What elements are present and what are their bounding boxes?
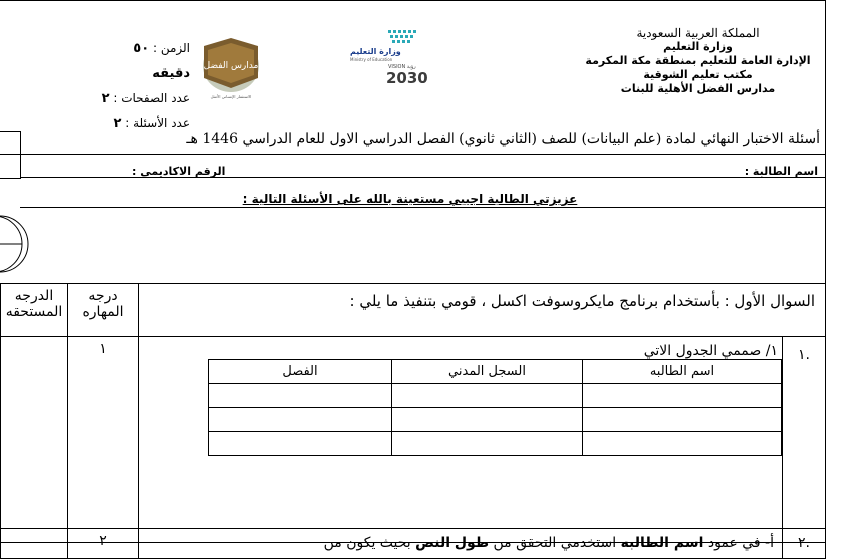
- title-underline: [20, 154, 826, 155]
- header-ministry-block: [578, 26, 818, 96]
- questions-label: عدد الأسئلة :: [125, 116, 190, 130]
- task-bold-2: طول النص: [415, 535, 490, 551]
- moe-logo-en: Ministry of Education: [350, 57, 393, 62]
- task-text-a: في عمود: [707, 535, 761, 551]
- sample-col-class: الفصل: [209, 360, 392, 384]
- instruction-text: [210, 192, 610, 206]
- earned-grade-header: الدرجه المستحقه: [1, 284, 68, 337]
- sample-row: [209, 432, 782, 456]
- region-name: الإدارة العامة للتعليم بمنطقة مكة المكرمة: [585, 54, 811, 67]
- sample-table: [208, 359, 782, 456]
- instruction-bold: عزيزتي الطالبة اجيبي مستعينة بالله على الأسئلة التالية :: [242, 192, 578, 206]
- moe-vision-logo: [348, 28, 438, 90]
- task-prefix: أ-: [765, 535, 774, 551]
- task-text: ١/ صممي الجدول الاتي: [643, 343, 778, 359]
- row-number: .٢: [783, 529, 826, 559]
- pages-line: [100, 86, 190, 111]
- skill-grade-value: ٢: [68, 529, 139, 559]
- pages-value: ٢: [101, 91, 110, 106]
- kingdom-name: المملكة العربية السعودية: [636, 26, 760, 40]
- task-text-c: بحيث يكون من: [323, 535, 411, 551]
- time-value: ٥٠ دقيقه: [133, 41, 190, 81]
- task-text-b: استخدمي التحقق من: [493, 535, 617, 551]
- school-name: مدارس الفضل الأهلية للبنات: [620, 82, 776, 95]
- ministry-name: وزارة التعليم: [663, 40, 733, 53]
- questions-value: ٢: [113, 116, 122, 131]
- sample-col-student: اسم الطالبه: [583, 360, 782, 384]
- time-label: الزمن :: [152, 41, 190, 55]
- skill-grade-value: ١: [68, 337, 139, 529]
- skill-grade-header: درجه المهاره: [68, 284, 139, 337]
- sample-row: [209, 384, 782, 408]
- q1-heading: السوال الأول : بأستخدام برنامج مايكروسوفت اكسل ، قومي بتنفيذ ما يلي :: [139, 284, 826, 337]
- student-name-label: اسم الطالبة :: [744, 165, 818, 178]
- exam-title: أسئلة الاختبار النهائي لمادة (علم البيانات) للصف (الثاني ثانوي) الفصل الدراسي الاول للعام الدراسي 1446 هـ: [186, 131, 820, 147]
- office-name: مكتب تعليم الشوقية: [643, 68, 753, 81]
- instruction-line: [20, 207, 826, 208]
- earned-grade-cell: [1, 337, 68, 529]
- grade-box-top: [0, 131, 21, 179]
- school-logo: [190, 28, 272, 100]
- grade-box-divider: [0, 154, 20, 155]
- earned-grade-cell: [1, 529, 68, 559]
- moe-logo-text: وزارة التعليم: [350, 47, 401, 56]
- name-row-line: [20, 177, 826, 178]
- sample-table-header: [209, 360, 782, 384]
- vision-text: VISION رؤية: [388, 64, 416, 70]
- academic-number-label: الرقم الاكاديمي :: [132, 165, 226, 178]
- pages-label: عدد الصفحات :: [113, 91, 190, 105]
- table-row: [1, 529, 826, 559]
- sample-row: [209, 408, 782, 432]
- sample-col-civil: السجل المدني: [392, 360, 583, 384]
- question-table: [0, 283, 826, 559]
- time-line: [100, 36, 190, 86]
- school-logo-text: مدارس الفضل: [203, 61, 259, 71]
- vision-year: 2030: [386, 69, 428, 87]
- table-row: [1, 337, 826, 529]
- task-bold-1: اسم الطالبه: [620, 535, 704, 551]
- exam-meta: [100, 36, 190, 136]
- task-text-2: [139, 529, 783, 559]
- row-number: .١: [783, 337, 826, 529]
- table-header-row: [1, 284, 826, 337]
- grade-circle: [0, 214, 40, 274]
- school-logo-sub: الاستثمار الإنساني الأمثل: [210, 94, 252, 99]
